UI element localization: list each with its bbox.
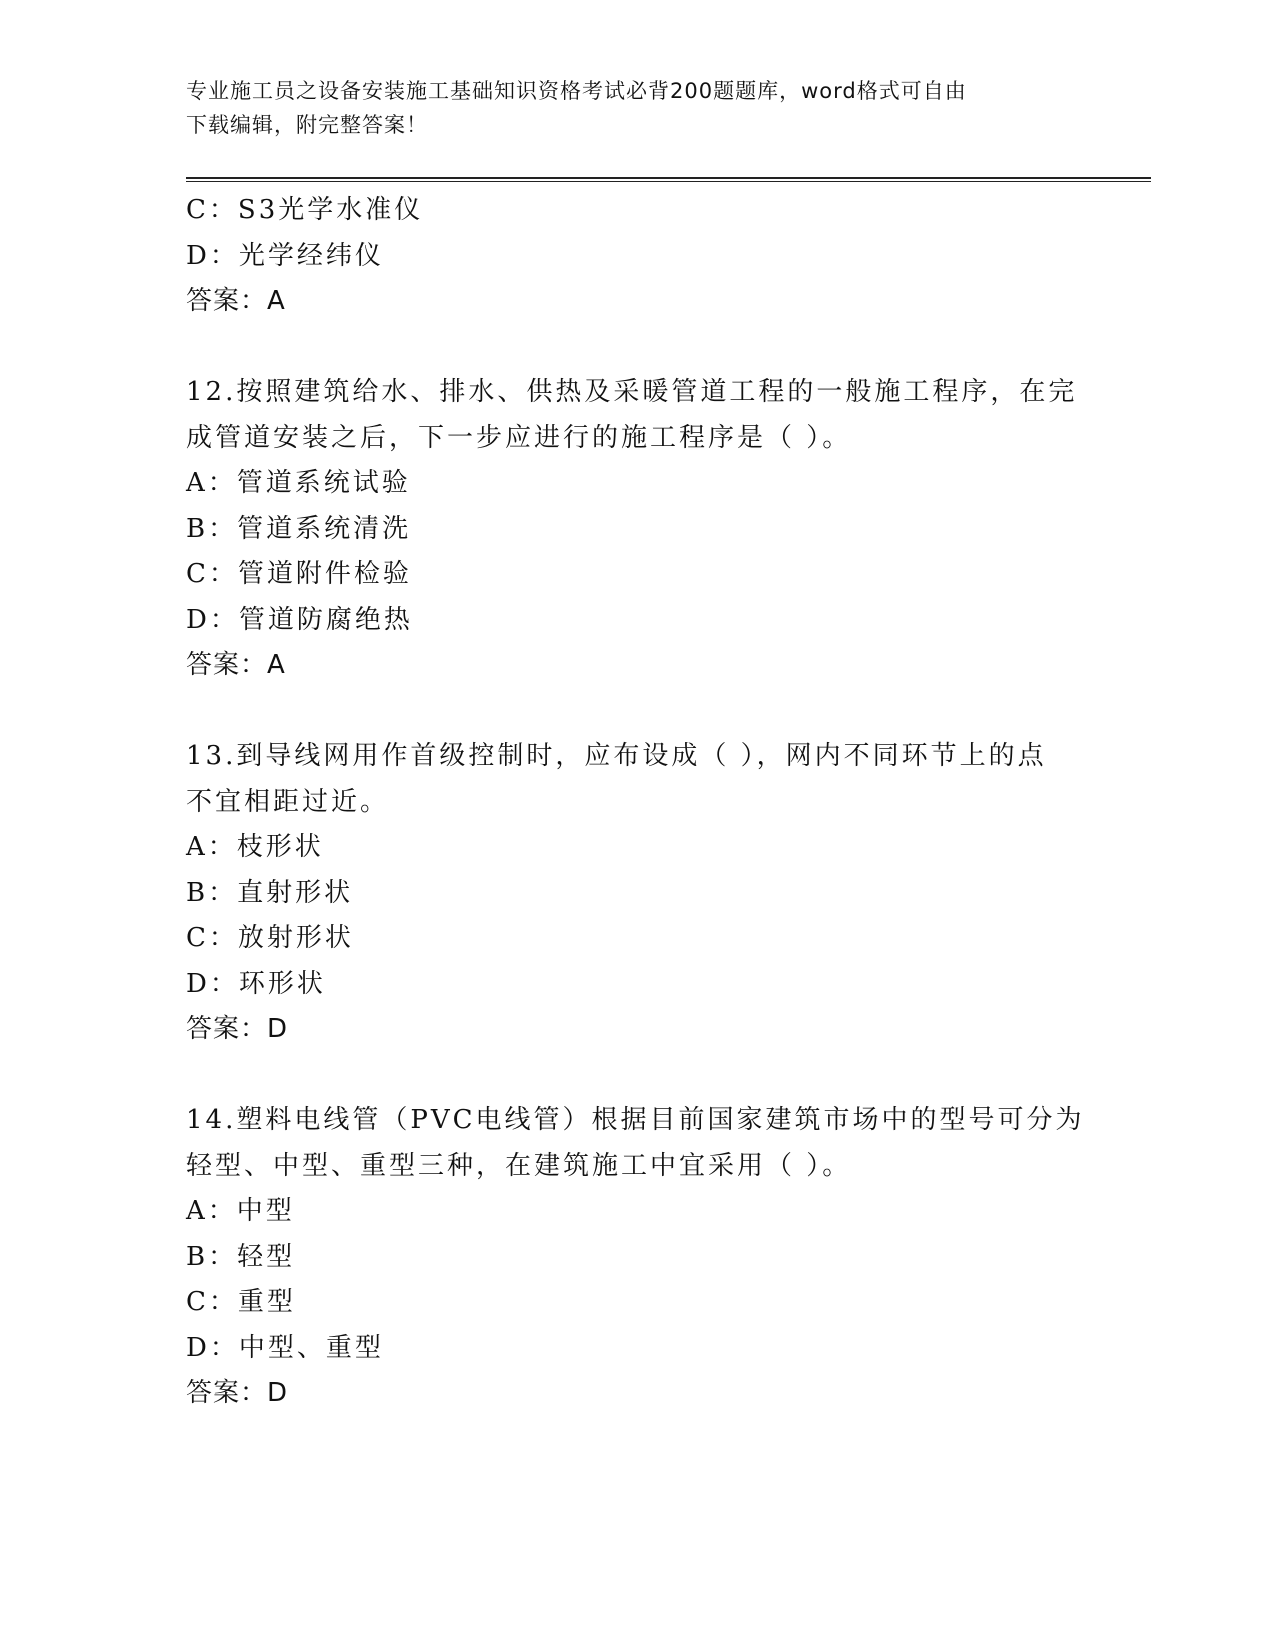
option-c: C：重型 bbox=[186, 1287, 296, 1317]
question-list bbox=[186, 188, 1086, 1417]
option-d: D：环形状 bbox=[186, 968, 326, 999]
question-12 bbox=[186, 370, 1086, 689]
question-stem-line: 12.按照建筑给水、排水、供热及采暖管道工程的一般施工程序，在完 bbox=[186, 377, 1078, 407]
question-stem-line: 13.到导线网用作首级控制时，应布设成（ ），网内不同环节上的点 bbox=[186, 741, 1047, 771]
option-a: A：枝形状 bbox=[186, 832, 324, 862]
question-stem-line: 14.塑料电线管（PVC电线管）根据目前国家建筑市场中的型号可分为 bbox=[186, 1105, 1085, 1135]
option-d: D：中型、重型 bbox=[186, 1332, 384, 1363]
header-line-1: 专业施工员之设备安装施工基础知识资格考试必背200题题库，word格式可自由 bbox=[186, 79, 967, 103]
answer-line: 答案：D bbox=[186, 1378, 289, 1408]
answer-line: 答案：A bbox=[186, 286, 286, 316]
option-c: C：S3光学水准仪 bbox=[186, 195, 424, 225]
question-stem-line: 不宜相距过近。 bbox=[186, 786, 390, 817]
prev-question-block bbox=[186, 188, 1086, 325]
option-a: A：中型 bbox=[186, 1196, 295, 1226]
answer-line: 答案：A bbox=[186, 650, 286, 680]
answer-line: 答案：D bbox=[186, 1014, 289, 1044]
header-divider-thick bbox=[186, 177, 1151, 179]
question-13 bbox=[186, 734, 1086, 1053]
header-line-2: 下载编辑，附完整答案！ bbox=[186, 113, 428, 137]
option-d: D：光学经纬仪 bbox=[186, 240, 384, 271]
document-header bbox=[186, 74, 1066, 142]
question-14 bbox=[186, 1098, 1086, 1417]
header-divider-thin bbox=[186, 181, 1151, 182]
option-b: B：直射形状 bbox=[186, 877, 354, 908]
option-c: C：放射形状 bbox=[186, 923, 354, 953]
option-b: B：管道系统清洗 bbox=[186, 513, 412, 544]
option-b: B：轻型 bbox=[186, 1241, 296, 1272]
question-stem-line: 成管道安装之后，下一步应进行的施工程序是（ ）。 bbox=[186, 422, 852, 453]
option-c: C：管道附件检验 bbox=[186, 559, 412, 589]
option-a: A：管道系统试验 bbox=[186, 468, 411, 498]
question-stem-line: 轻型、中型、重型三种，在建筑施工中宜采用（ ）。 bbox=[186, 1150, 852, 1181]
option-d: D：管道防腐绝热 bbox=[186, 604, 413, 635]
